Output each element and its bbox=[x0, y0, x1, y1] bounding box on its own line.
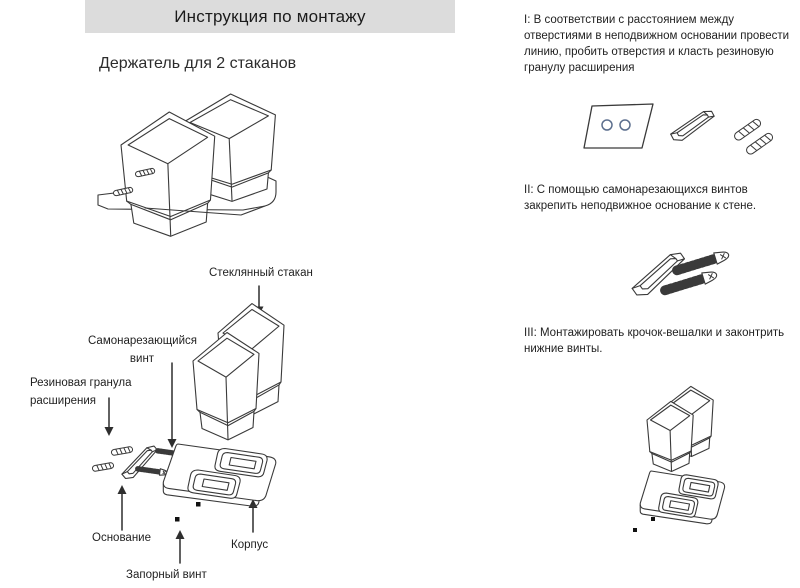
screw-icon bbox=[663, 269, 718, 296]
label-glass: Стеклянный стакан bbox=[209, 267, 313, 279]
holder-body-plate bbox=[640, 471, 724, 524]
lock-screw-dot bbox=[175, 517, 180, 522]
lock-screw-dot bbox=[633, 528, 637, 532]
exploded-diagram bbox=[20, 280, 390, 585]
base-rail bbox=[669, 108, 718, 143]
lock-screw-dot bbox=[651, 517, 655, 521]
glass-front bbox=[647, 401, 693, 471]
step-3-illustration bbox=[600, 375, 735, 545]
dowel-icon bbox=[745, 132, 774, 156]
product-subtitle: Держатель для 2 стаканов bbox=[99, 55, 297, 72]
label-lock-screw: Запорный винт bbox=[126, 569, 207, 581]
step-3-text: III: Монтажировать крочок-вешалки и законтрить нижние винты. bbox=[524, 327, 785, 355]
header-bar bbox=[85, 0, 455, 33]
step-2-text: II: С помощью самонарезающихся винтов закрепить неподвижное основание к стене. bbox=[524, 184, 757, 212]
step-2-illustration bbox=[615, 235, 745, 305]
step-1-illustration bbox=[575, 95, 785, 155]
assembled-product-illustration bbox=[95, 92, 310, 250]
screw-icon bbox=[137, 466, 167, 477]
dowel-icon bbox=[111, 446, 133, 455]
screw-icon bbox=[675, 249, 730, 276]
holder-body-plate bbox=[163, 444, 276, 506]
label-body: Корпус bbox=[231, 539, 269, 551]
lock-screw-dot bbox=[196, 502, 201, 507]
dowel-icon bbox=[92, 462, 114, 471]
label-rubber-plug: Резиновая гранула расширения bbox=[30, 377, 132, 407]
base-rail bbox=[629, 249, 689, 299]
glass-front bbox=[193, 333, 259, 440]
page-title: Инструкция по монтажу bbox=[174, 6, 366, 26]
label-base: Основание bbox=[92, 532, 151, 544]
step-1-text: I: В соответствии с расстоянием между отверстиями в неподвижном основании провести линию, пробить отверстия и класть резиновую гранулу расширения bbox=[524, 14, 790, 74]
wall-marking-plate bbox=[584, 104, 653, 148]
dowel-icon bbox=[733, 118, 762, 142]
label-self-tapping-screw: Самонарезающийся винт bbox=[88, 335, 197, 365]
